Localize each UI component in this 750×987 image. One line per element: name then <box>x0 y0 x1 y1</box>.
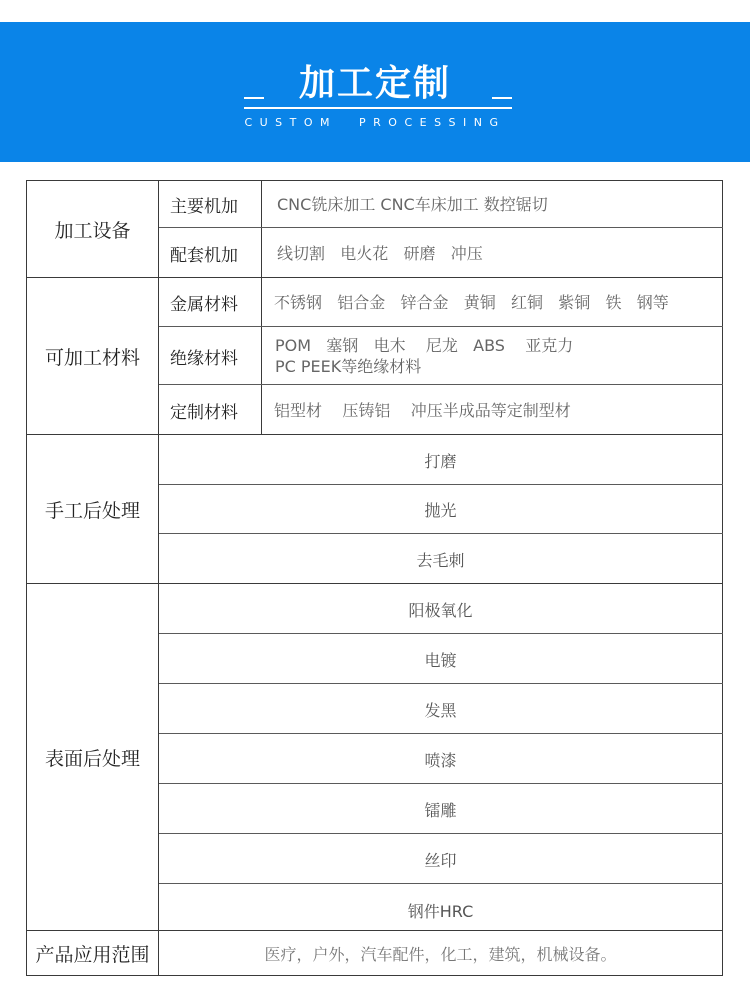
category-manual: 手工后处理 <box>44 500 140 522</box>
manual-item-deburring: 去毛刺 <box>416 550 465 570</box>
sub-label-custom: 定制材料 <box>170 402 238 423</box>
value-custom: 铝型材 压铸铝 冲压半成品等定制型材 <box>274 400 571 420</box>
divider-group-1 <box>26 277 723 278</box>
sub-label-insulating: 绝缘材料 <box>170 348 238 369</box>
application-value: 医疗，户外，汽车配件，化工，建筑，机械设备。 <box>264 944 617 964</box>
page-subtitle: CUSTOM PROCESSING <box>244 116 506 129</box>
divider-surface-row-1 <box>159 633 723 634</box>
value-metal: 不锈钢 铝合金 锌合金 黄铜 红铜 紫铜 铁 钢等 <box>274 293 669 312</box>
divider-group-4 <box>26 930 723 931</box>
divider-manual-row-1 <box>159 484 723 485</box>
value-main-machining: CNC铣床加工 CNC车床加工 数控锯切 <box>277 194 548 214</box>
surface-item-steel-hrc: 钢件HRC <box>407 902 474 921</box>
divider-surface-row-6 <box>159 883 723 884</box>
category-application: 产品应用范围 <box>35 943 150 966</box>
surface-item-silk-screen: 丝印 <box>424 850 457 870</box>
divider-surface-row-4 <box>159 783 723 784</box>
divider-surface-row-3 <box>159 733 723 734</box>
surface-item-laser-engraving: 镭雕 <box>424 800 457 820</box>
divider-materials-row-1 <box>159 326 723 327</box>
divider-surface-row-5 <box>159 833 723 834</box>
divider-surface-row-2 <box>159 683 723 684</box>
divider-manual-row-2 <box>159 533 723 534</box>
table-border-bottom <box>26 975 723 976</box>
sub-label-main-machining: 主要机加 <box>170 196 238 217</box>
divider-equipment-rows <box>159 227 723 228</box>
divider-group-3 <box>26 583 723 584</box>
insulating-line-2: PC PEEK等绝缘材料 <box>275 357 422 376</box>
surface-item-anodizing: 阳极氧化 <box>408 600 473 620</box>
divider-materials-row-2 <box>159 384 723 385</box>
category-materials: 可加工材料 <box>44 347 140 369</box>
value-support-machining: 线切割 电火花 研磨 冲压 <box>277 243 483 263</box>
header-banner <box>0 22 750 162</box>
sub-label-metal: 金属材料 <box>170 295 238 315</box>
table-border-top <box>26 180 723 181</box>
surface-item-painting: 喷漆 <box>424 750 457 770</box>
column-divider-sub <box>261 180 262 435</box>
title-dash-right <box>492 97 512 99</box>
category-equipment: 加工设备 <box>54 219 131 242</box>
value-insulating <box>262 327 722 385</box>
sub-label-support-machining: 配套机加 <box>170 245 238 266</box>
table-border-right <box>722 180 723 976</box>
manual-item-grinding: 打磨 <box>424 451 457 471</box>
table-border-left <box>26 180 27 976</box>
divider-group-2 <box>26 434 723 435</box>
insulating-line-1: POM 塞钢 电木 尼龙 ABS 亚克力 <box>275 336 574 355</box>
category-surface: 表面后处理 <box>44 748 140 770</box>
surface-item-blackening: 发黑 <box>424 700 457 720</box>
title-underline <box>244 107 512 109</box>
surface-item-plating: 电镀 <box>424 650 457 670</box>
manual-item-polishing: 抛光 <box>424 501 457 520</box>
page-title: 加工定制 <box>298 63 451 104</box>
column-divider-category <box>158 180 159 976</box>
